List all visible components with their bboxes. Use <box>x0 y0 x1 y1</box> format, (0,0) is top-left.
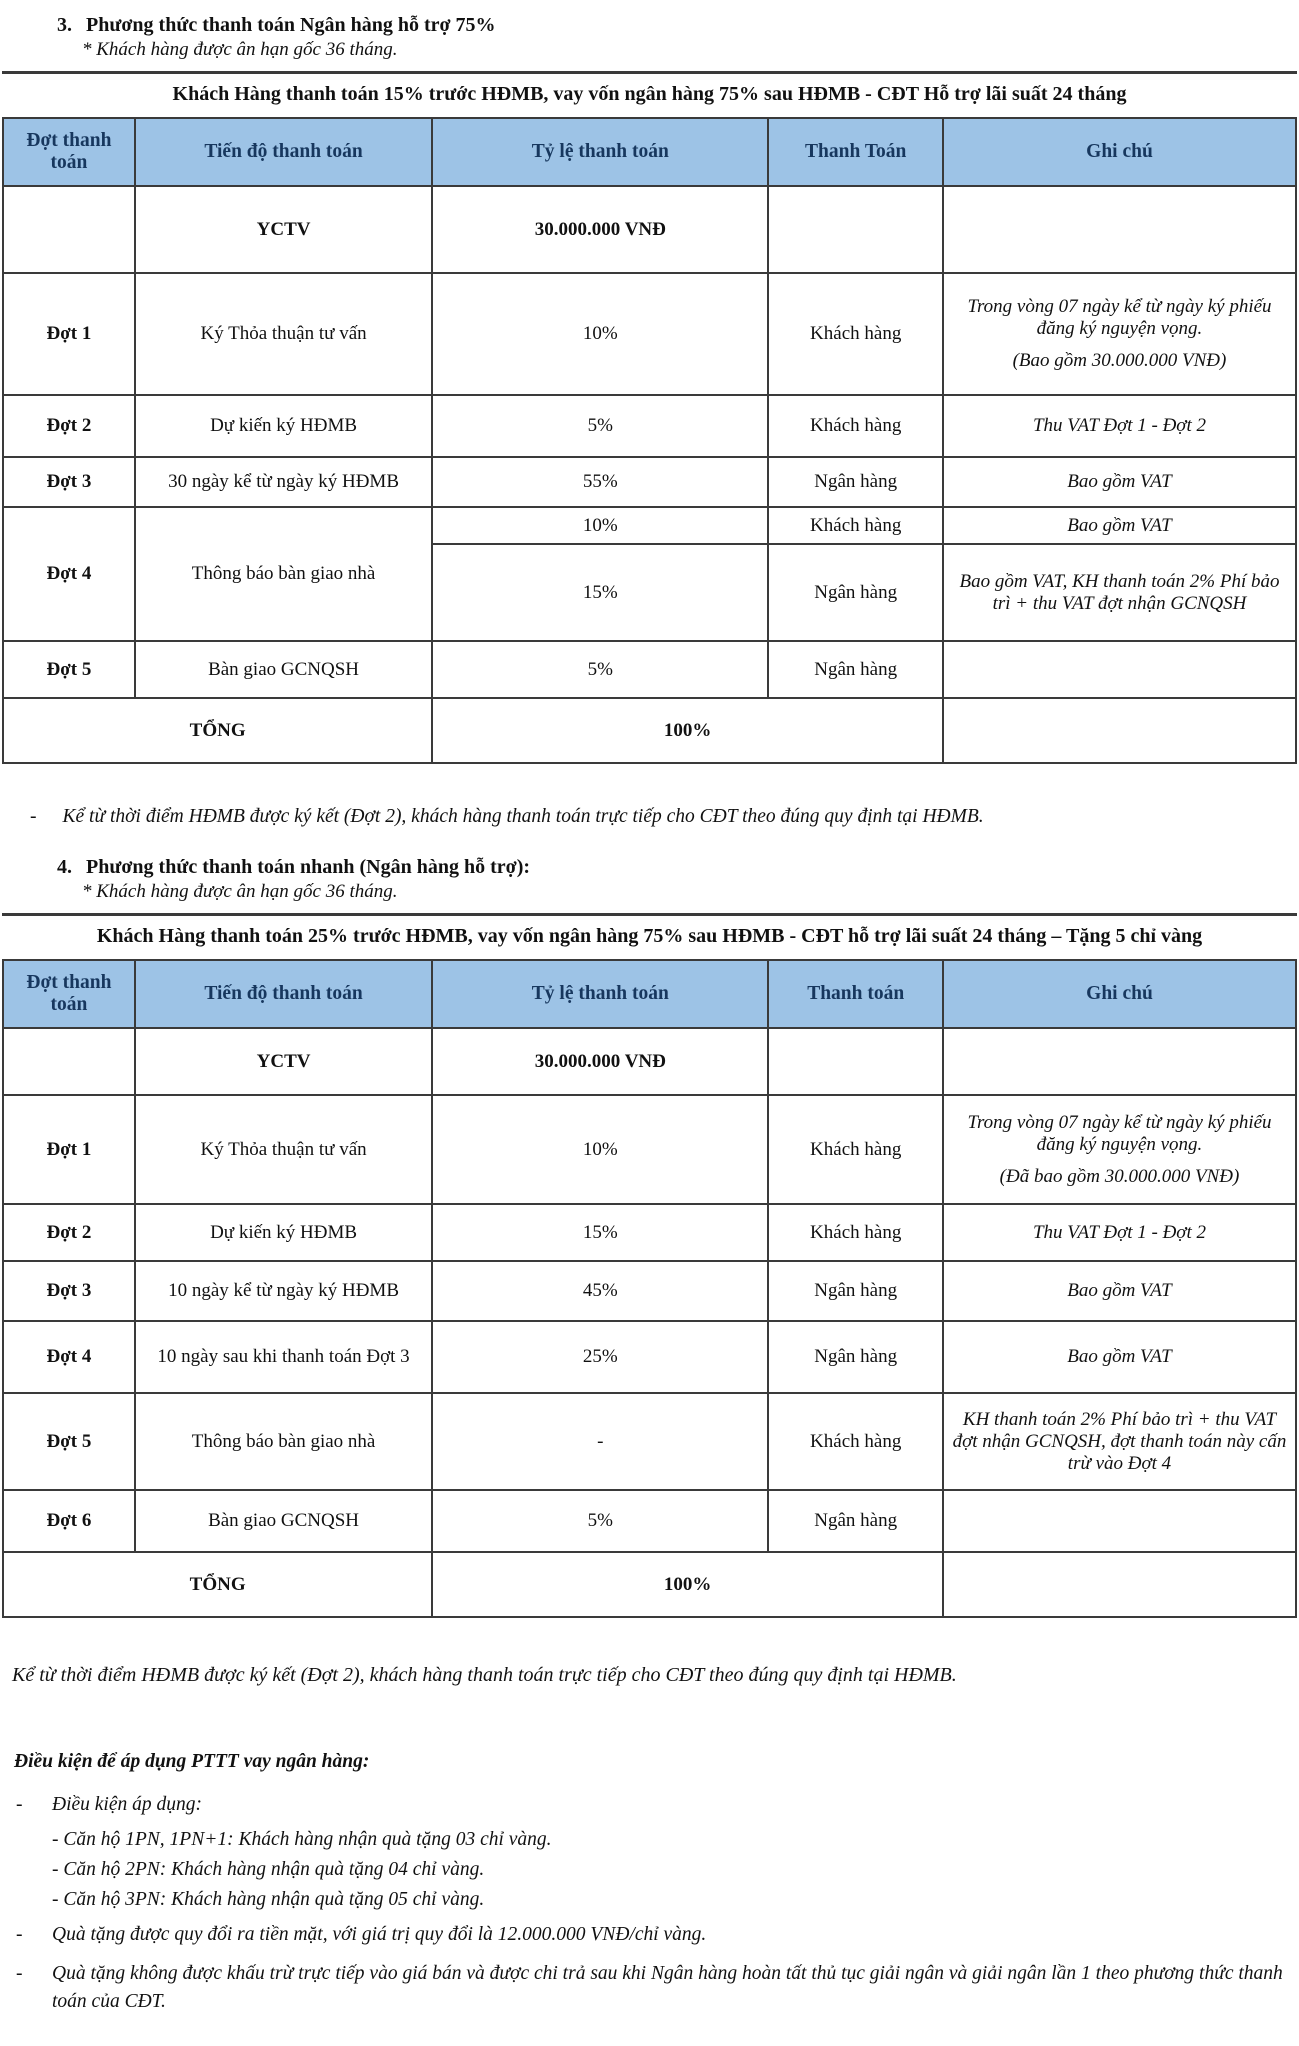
table1-row-dot4a <box>3 507 1296 544</box>
stage-cell: Ký Thỏa thuận tư vấn <box>135 1095 432 1204</box>
rate-cell: 10% <box>432 1095 768 1204</box>
table1-row-dot5 <box>3 641 1296 698</box>
note-line-1: Trong vòng 07 ngày kể từ ngày ký phiếu đăng ký nguyện vọng. <box>967 1111 1272 1155</box>
table1-col-rate: Tỷ lệ thanh toán <box>432 118 768 186</box>
footnote-text: Kể từ thời điểm HĐMB được ký kết (Đợt 2), khách hàng thanh toán trực tiếp cho CĐT theo đúng quy định tại HĐMB. <box>62 806 984 827</box>
table2-banner: Khách Hàng thanh toán 25% trước HĐMB, vay vốn ngân hàng 75% sau HĐMB - CĐT hỗ trợ lãi suất 24 tháng – Tặng 5 chỉ vàng <box>2 913 1297 959</box>
section4-heading <box>57 856 1297 879</box>
condition-item-1 <box>2 1791 1297 1819</box>
payer-cell: Khách hàng <box>768 273 943 395</box>
payer-cell: Khách hàng <box>768 507 943 544</box>
yctv-stage-cell: YCTV <box>135 186 432 273</box>
table1-footnote <box>30 806 1287 828</box>
dot-cell: Đợt 2 <box>3 1204 135 1261</box>
conditions-heading: Điều kiện để áp dụng PTTT vay ngân hàng: <box>14 1751 370 1772</box>
table2-total-row <box>3 1552 1296 1617</box>
stage-cell: Dự kiến ký HĐMB <box>135 1204 432 1261</box>
section4-title: Phương thức thanh toán nhanh (Ngân hàng hỗ trợ): <box>86 856 531 878</box>
table1-col-dot: Đợt thanh toán <box>3 118 135 186</box>
bullet-dash: - <box>16 1924 23 1946</box>
rate-cell: - <box>432 1393 768 1490</box>
rate-cell: 15% <box>432 544 768 641</box>
dot-cell: Đợt 1 <box>3 273 135 395</box>
payer-cell: Khách hàng <box>768 1095 943 1204</box>
rate-cell: 25% <box>432 1321 768 1393</box>
rate-cell: 5% <box>432 1490 768 1552</box>
empty-cell <box>3 186 135 273</box>
section4-subnote: * Khách hàng được ân hạn gốc 36 tháng. <box>82 881 398 902</box>
table1-total-row <box>3 698 1296 763</box>
note-cell: Thu VAT Đợt 1 - Đợt 2 <box>943 1204 1296 1261</box>
table2-col-stage: Tiến độ thanh toán <box>135 960 432 1028</box>
dot-cell: Đợt 5 <box>3 641 135 698</box>
condition-item-2 <box>2 1921 1297 1949</box>
table2-row-dot3 <box>3 1261 1296 1321</box>
note-line-2: (Đã bao gồm 30.000.000 VNĐ) <box>999 1165 1240 1187</box>
table2-col-dot: Đợt thanh toán <box>3 960 135 1028</box>
yctv-rate-cell: 30.000.000 VNĐ <box>432 186 768 273</box>
note-cell: KH thanh toán 2% Phí bảo trì + thu VAT đợt nhận GCNQSH, đợt thanh toán này cấn trừ vào Đợt 4 <box>943 1393 1296 1490</box>
table2-row-dot4 <box>3 1321 1296 1393</box>
table2-row-dot5 <box>3 1393 1296 1490</box>
dot-cell: Đợt 4 <box>3 507 135 641</box>
note-line-1: Trong vòng 07 ngày kể từ ngày ký phiếu đăng ký nguyện vọng. <box>967 296 1272 339</box>
table1-col-payer: Thanh Toán <box>768 118 943 186</box>
note-cell: Bao gồm VAT <box>943 1321 1296 1393</box>
section3-subnote: * Khách hàng được ân hạn gốc 36 tháng. <box>82 39 398 60</box>
stage-cell: Dự kiến ký HĐMB <box>135 395 432 457</box>
dot-cell: Đợt 6 <box>3 1490 135 1552</box>
empty-cell <box>768 186 943 273</box>
payer-cell: Ngân hàng <box>768 1490 943 1552</box>
bullet-dash: - <box>16 1794 23 1815</box>
table2-row-dot2 <box>3 1204 1296 1261</box>
yctv-stage-cell: YCTV <box>135 1028 432 1095</box>
table2-row-dot1 <box>3 1095 1296 1204</box>
dot-cell: Đợt 3 <box>3 1261 135 1321</box>
total-label-cell: TỔNG <box>3 698 432 763</box>
table2-footnote: Kể từ thời điểm HĐMB được ký kết (Đợt 2), khách hàng thanh toán trực tiếp cho CĐT theo đúng quy định tại HĐMB. <box>12 1664 957 1686</box>
dot-cell: Đợt 5 <box>3 1393 135 1490</box>
rate-cell: 45% <box>432 1261 768 1321</box>
stage-cell: 10 ngày kể từ ngày ký HĐMB <box>135 1261 432 1321</box>
note-cell: Thu VAT Đợt 1 - Đợt 2 <box>943 395 1296 457</box>
table1-row-dot2 <box>3 395 1296 457</box>
empty-cell <box>943 698 1296 763</box>
rate-cell: 5% <box>432 395 768 457</box>
table2-yctv-row <box>3 1028 1296 1095</box>
stage-cell: Bàn giao GCNQSH <box>135 1490 432 1552</box>
stage-cell: 10 ngày sau khi thanh toán Đợt 3 <box>135 1321 432 1393</box>
payer-cell: Ngân hàng <box>768 457 943 507</box>
stage-cell: Thông báo bàn giao nhà <box>135 507 432 641</box>
rate-cell: 10% <box>432 507 768 544</box>
note-cell: Bao gồm VAT, KH thanh toán 2% Phí bảo trì + thu VAT đợt nhận GCNQSH <box>943 544 1296 641</box>
condition-item-text: Quà tặng không được khấu trừ trực tiếp vào giá bán và được chi trả sau khi Ngân hàng hoàn tất thủ tục giải ngân và giải ngân lần 1 theo phương thức thanh toán của CĐT. <box>52 1962 1283 2012</box>
payer-cell: Khách hàng <box>768 1204 943 1261</box>
payer-cell: Khách hàng <box>768 1393 943 1490</box>
table1-row-dot1 <box>3 273 1296 395</box>
payment-table-1 <box>2 117 1297 764</box>
condition-sub-item-2: - Căn hộ 2PN: Khách hàng nhận quà tặng 04 chỉ vàng. <box>52 1859 485 1881</box>
payer-cell: Ngân hàng <box>768 641 943 698</box>
table1-banner: Khách Hàng thanh toán 15% trước HĐMB, vay vốn ngân hàng 75% sau HĐMB - CĐT Hỗ trợ lãi suất 24 tháng <box>2 71 1297 117</box>
payer-cell: Ngân hàng <box>768 1261 943 1321</box>
total-value-cell: 100% <box>432 698 943 763</box>
total-value-cell: 100% <box>432 1552 943 1617</box>
bullet-dash: - <box>16 1962 23 1984</box>
section4 <box>2 856 1297 1687</box>
condition-sub-item-1: - Căn hộ 1PN, 1PN+1: Khách hàng nhận quà tặng 03 chỉ vàng. <box>52 1829 552 1851</box>
table1-col-stage: Tiến độ thanh toán <box>135 118 432 186</box>
table2-row-dot6 <box>3 1490 1296 1552</box>
table2-header-row <box>3 960 1296 1028</box>
payment-table-2 <box>2 959 1297 1618</box>
table1-row-dot3 <box>3 457 1296 507</box>
rate-cell: 10% <box>432 273 768 395</box>
note-line-2: (Bao gồm 30.000.000 VNĐ) <box>1012 350 1227 371</box>
note-cell: Bao gồm VAT <box>943 507 1296 544</box>
condition-item-3 <box>2 1960 1297 2017</box>
dot-cell: Đợt 3 <box>3 457 135 507</box>
table2-col-rate: Tỷ lệ thanh toán <box>432 960 768 1028</box>
rate-cell: 5% <box>432 641 768 698</box>
dot-cell: Đợt 1 <box>3 1095 135 1204</box>
note-cell <box>943 1095 1296 1204</box>
payer-cell: Ngân hàng <box>768 544 943 641</box>
empty-cell <box>768 1028 943 1095</box>
section3-title: Phương thức thanh toán Ngân hàng hỗ trợ 75% <box>86 14 496 36</box>
stage-cell: 30 ngày kể từ ngày ký HĐMB <box>135 457 432 507</box>
stage-cell: Bàn giao GCNQSH <box>135 641 432 698</box>
note-cell <box>943 641 1296 698</box>
empty-cell <box>943 1552 1296 1617</box>
conditions-section <box>2 1751 1297 2016</box>
empty-cell <box>943 186 1296 273</box>
footnote-dash: - <box>30 806 37 827</box>
stage-cell: Thông báo bàn giao nhà <box>135 1393 432 1490</box>
empty-cell <box>943 1028 1296 1095</box>
condition-sub-item-3: - Căn hộ 3PN: Khách hàng nhận quà tặng 05 chỉ vàng. <box>52 1889 485 1911</box>
dot-cell: Đợt 4 <box>3 1321 135 1393</box>
table1-col-note: Ghi chú <box>943 118 1296 186</box>
empty-cell <box>3 1028 135 1095</box>
dot-cell: Đợt 2 <box>3 395 135 457</box>
payer-cell: Khách hàng <box>768 395 943 457</box>
section4-number: 4. <box>57 856 72 878</box>
payer-cell: Ngân hàng <box>768 1321 943 1393</box>
rate-cell: 15% <box>432 1204 768 1261</box>
yctv-rate-cell: 30.000.000 VNĐ <box>432 1028 768 1095</box>
table1-yctv-row <box>3 186 1296 273</box>
section3-number: 3. <box>57 14 72 36</box>
note-cell <box>943 1490 1296 1552</box>
note-cell: Bao gồm VAT <box>943 457 1296 507</box>
note-cell: Bao gồm VAT <box>943 1261 1296 1321</box>
rate-cell: 55% <box>432 457 768 507</box>
table2-col-payer: Thanh toán <box>768 960 943 1028</box>
condition-item-text: Quà tặng được quy đổi ra tiền mặt, với giá trị quy đổi là 12.000.000 VNĐ/chỉ vàng. <box>52 1924 707 1946</box>
table1-header-row <box>3 118 1296 186</box>
condition-item-text: Điều kiện áp dụng: <box>52 1794 203 1815</box>
section3-heading <box>57 14 1297 37</box>
total-label-cell: TỔNG <box>3 1552 432 1617</box>
table2-col-note: Ghi chú <box>943 960 1296 1028</box>
note-cell <box>943 273 1296 395</box>
stage-cell: Ký Thỏa thuận tư vấn <box>135 273 432 395</box>
